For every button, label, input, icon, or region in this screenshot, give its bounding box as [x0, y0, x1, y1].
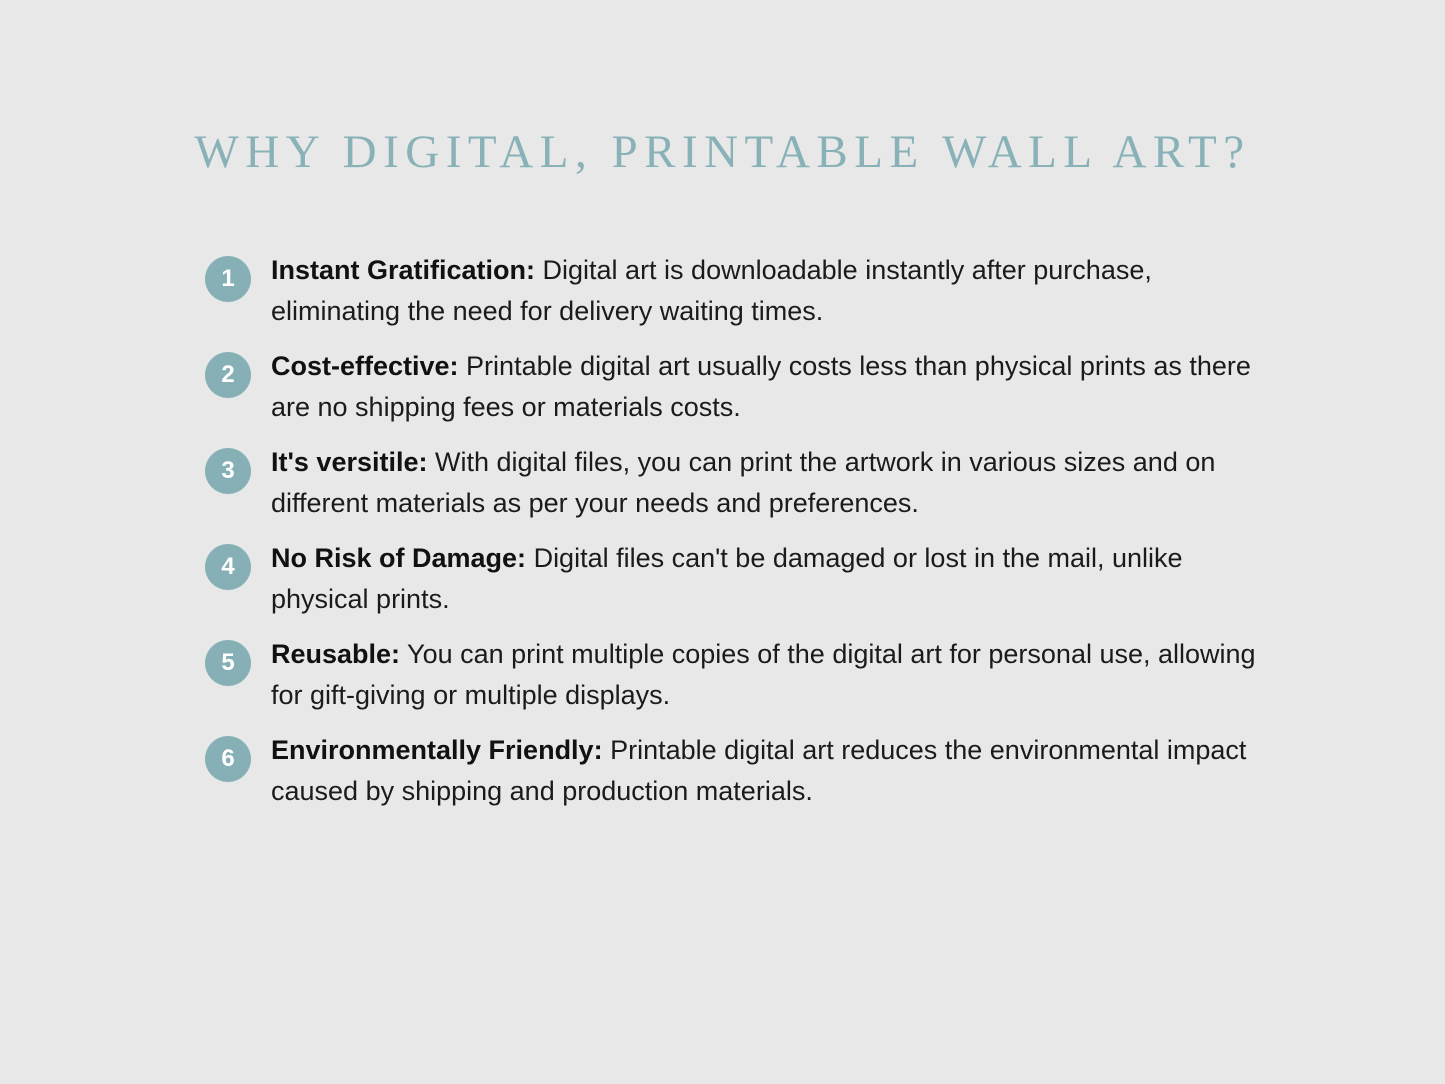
list-item-number-badge: 4: [205, 544, 251, 590]
page-title: WHY DIGITAL, PRINTABLE WALL ART?: [194, 126, 1251, 178]
list-item-number-badge: 6: [205, 736, 251, 782]
list-item-lead: Reusable:: [271, 639, 401, 669]
list-item: [205, 634, 1265, 716]
list-item-text: [271, 346, 1265, 428]
list-item: [205, 730, 1265, 812]
list-item-text: [271, 442, 1265, 524]
list-item-lead: It's versitile:: [271, 447, 428, 477]
list-item: [205, 442, 1265, 524]
list-item-text: [271, 538, 1265, 620]
list-item-number-badge: 3: [205, 448, 251, 494]
list-item-lead: Instant Gratification:: [271, 255, 536, 285]
list-item-body: Digital files can't be damaged or lost in the mail, unlike physical prints.: [271, 543, 1183, 614]
list-item-body: Digital art is downloadable instantly after purchase, eliminating the need for delivery waiting times.: [271, 255, 1152, 326]
list-item-lead: Cost-effective:: [271, 351, 459, 381]
list-item-body: With digital files, you can print the artwork in various sizes and on different materials as per your needs and preferences.: [271, 447, 1216, 518]
list-item-text: [271, 634, 1265, 716]
list-item: [205, 346, 1265, 428]
list-item-text: [271, 250, 1265, 332]
list-item-body: Printable digital art reduces the environmental impact caused by shipping and production materials.: [271, 735, 1247, 806]
list-item: [205, 538, 1265, 620]
list-item-number-badge: 1: [205, 256, 251, 302]
list-item-lead: No Risk of Damage:: [271, 543, 527, 573]
list-item-body: You can print multiple copies of the digital art for personal use, allowing for gift-giving or multiple displays.: [271, 639, 1256, 710]
list-item: [205, 250, 1265, 332]
list-item-text: [271, 730, 1265, 812]
list-item-body: Printable digital art usually costs less than physical prints as there are no shipping fees or materials costs.: [271, 351, 1251, 422]
benefits-list: [205, 250, 1265, 826]
list-item-lead: Environmentally Friendly:: [271, 735, 603, 765]
list-item-number-badge: 5: [205, 640, 251, 686]
list-item-number-badge: 2: [205, 352, 251, 398]
